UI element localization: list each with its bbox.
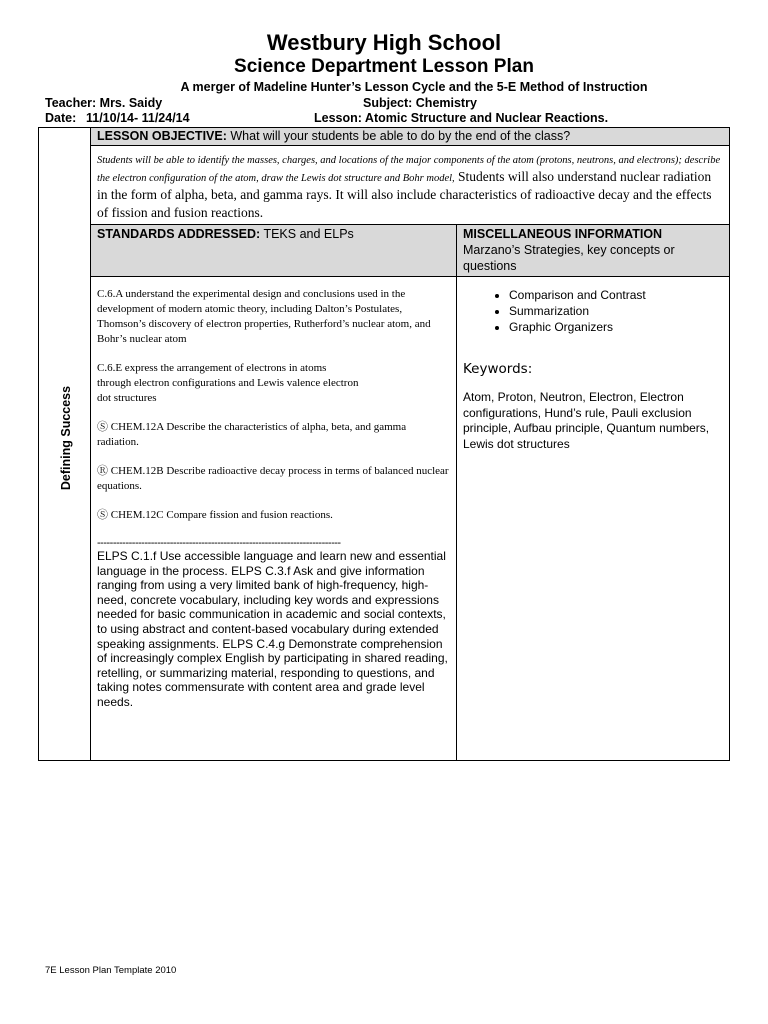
objective-question: What will your students be able to do by the end of the class? <box>230 129 571 143</box>
date-label: Date: <box>45 111 77 125</box>
objective-label: LESSON OBJECTIVE: <box>97 129 227 143</box>
objective-text: Students will also understand nuclear radiation in the form of alpha, beta, and gamma rays. It will also include characteristics of radioactive decay and the effects of fission and fusion reactions. <box>97 169 712 220</box>
standards-body <box>91 277 457 760</box>
divider-line: ----------------------------------------------------------------------------- <box>97 537 341 549</box>
side-column <box>39 128 91 760</box>
teacher-label: Teacher: Mrs. Saidy <box>45 96 163 110</box>
list-item: • Graphic Organizers <box>509 319 723 335</box>
misc-sub: Marzano’s Strategies, key concepts or questions <box>463 243 675 273</box>
standards-header-row <box>91 225 729 277</box>
standard-item: Ⓢ CHEM.12C Compare fission and fusion reactions. <box>97 509 333 521</box>
objective-header <box>91 128 729 146</box>
lesson-plan-table <box>38 127 730 761</box>
keywords-text: Atom, Proton, Neutron, Electron, Electron configurations, Hund’s rule, Pauli exclusion principle, Aufbau principle, Quantum numbers, Lewis dot structures <box>463 390 710 451</box>
list-item: • Summarization <box>509 303 723 319</box>
misc-label: MISCELLANEOUS INFORMATION <box>463 227 663 241</box>
standard-item: Ⓡ CHEM.12B Describe radioactive decay process in terms of balanced nuclear equations. <box>97 465 449 492</box>
misc-header <box>457 225 729 278</box>
subject-label: Subject: Chemistry <box>363 96 477 110</box>
plan-title: Science Department Lesson Plan <box>234 56 534 77</box>
plan-subtitle: A merger of Madeline Hunter’s Lesson Cycle and the 5-E Method of Instruction <box>180 80 648 94</box>
template-footer: 7E Lesson Plan Template 2010 <box>45 965 177 976</box>
objective-text-italic: Students will be able to identify the masses, charges, and locations of the major components of the atom (protons, neutrons, and electrons); describe the electron configuration of the atom, draw the Lewis dot structure and Bohr model, <box>97 155 721 184</box>
standard-item: Ⓢ CHEM.12A Describe the characteristics of alpha, beta, and gamma radiation. <box>97 421 407 448</box>
strategies-list <box>463 287 723 335</box>
standards-header <box>91 225 457 276</box>
objective-body <box>91 146 729 225</box>
standards-label: STANDARDS ADDRESSED: <box>97 227 261 241</box>
standard-item: C.6.A understand the experimental design and conclusions used in the development of modern atomic theory, including Dalton’s Postulates, Thomson’s discovery of electron properties, Rutherford’s nuclear atom, and Bohr’s nuclear atom <box>97 288 431 345</box>
standards-sub: TEKS and ELPs <box>263 227 354 241</box>
list-item: • Comparison and Contrast <box>509 287 723 303</box>
standard-item: C.6.E express the arrangement of electrons in atoms through electron configurations and Lewis valence electron dot structures <box>97 362 359 404</box>
elps-text: ELPS C.1.f Use accessible language and learn new and essential language in the process. ELPS C.3.f Ask and give information ranging from using a very limited bank of high-frequency, high-need, concrete vocabulary, including key words and expressions needed for basic communication in academic and social contexts, to using abstract and content-based vocabulary during extended speaking assignments. ELPS C.4.g Demonstrate comprehension of increasingly complex English by participating in shared reading, retelling, or summarizing material, responding to questions, and taking notes commensurate with content area and grade level needs. <box>97 549 448 709</box>
school-title: Westbury High School <box>266 30 502 55</box>
lesson-label: Lesson: Atomic Structure and Nuclear Reactions. <box>314 111 609 125</box>
misc-body <box>457 277 729 760</box>
date-value: 11/10/14- 11/24/14 <box>86 111 190 125</box>
keywords-label: Keywords: <box>463 361 533 377</box>
defining-success-label: Defining Success <box>59 385 73 491</box>
